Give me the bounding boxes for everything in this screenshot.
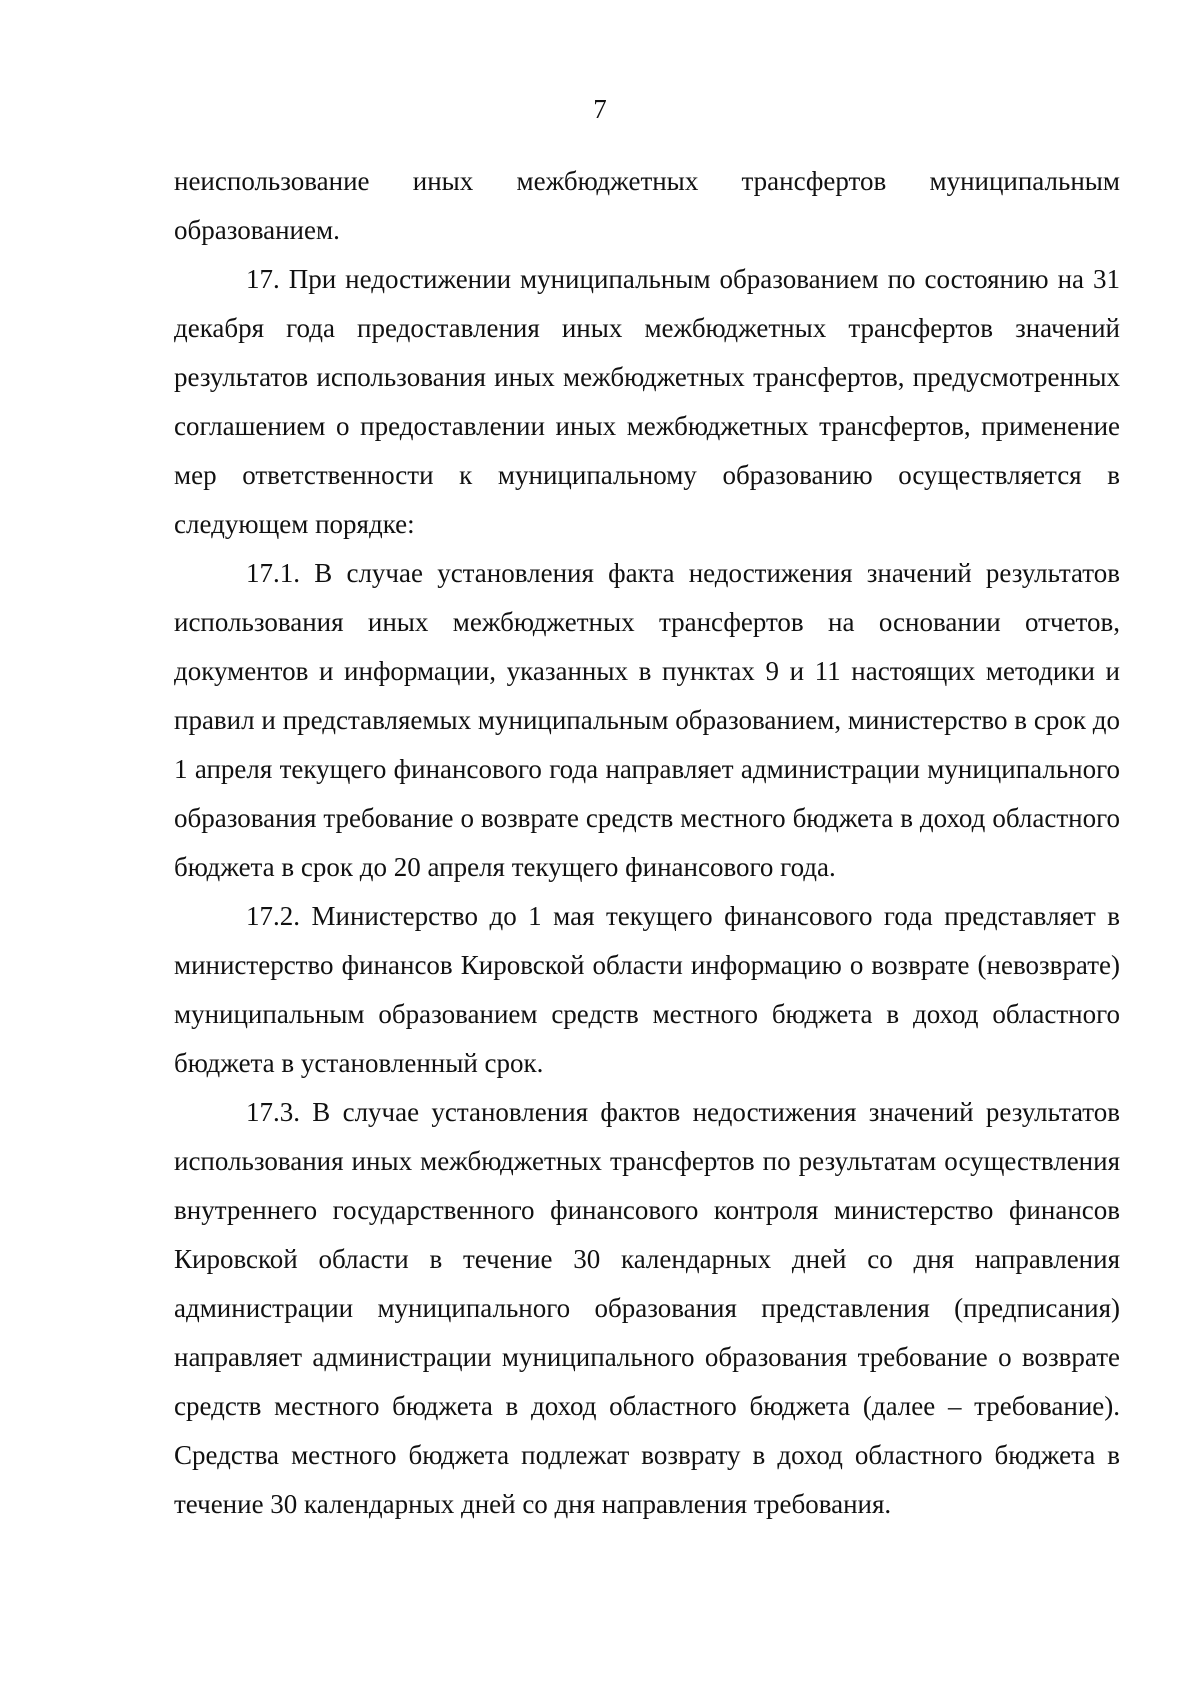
paragraph-continuation: неиспользование иных межбюджетных трансфертов муниципальным образованием. [174,166,1120,245]
page-number: 7 [593,94,607,124]
paragraph-17-3: 17.3. В случае установления фактов недостижения значений результатов использования иных межбюджетных трансфертов по результатам осуществления внутреннего государственного финансового контроля министерство финансов Кировской области в течение 30 календарных дней со дня направления администрации муниципального образования представления (предписания) направляет администрации муниципального образования требование о возврате средств местного бюджета в доход областного бюджета (далее – требование). Средства местного бюджета подлежат возврату в доход областного бюджета в течение 30 календарных дней со дня направления требования. [174,1097,1120,1519]
document-body [174,157,1120,1529]
paragraph-17-2: 17.2. Министерство до 1 мая текущего финансового года представляет в министерство финансов Кировской области информацию о возврате (невозврате) муниципальным образованием средств местного бюджета в доход областного бюджета в установленный срок. [174,901,1120,1078]
paragraph-17-1: 17.1. В случае установления факта недостижения значений результатов использования иных межбюджетных трансфертов на основании отчетов, документов и информации, указанных в пунктах 9 и 11 настоящих методики и правил и представляемых муниципальным образованием, министерство в срок до 1 апреля текущего финансового года направляет администрации муниципального образования требование о возврате средств местного бюджета в доход областного бюджета в срок до 20 апреля текущего финансового года. [174,558,1120,882]
paragraph-17: 17. При недостижении муниципальным образованием по состоянию на 31 декабря года предоставления иных межбюджетных трансфертов значений результатов использования иных межбюджетных трансфертов, предусмотренных соглашением о предоставлении иных межбюджетных трансфертов, применение мер ответственности к муниципальному образованию осуществляется в следующем порядке: [174,264,1120,539]
